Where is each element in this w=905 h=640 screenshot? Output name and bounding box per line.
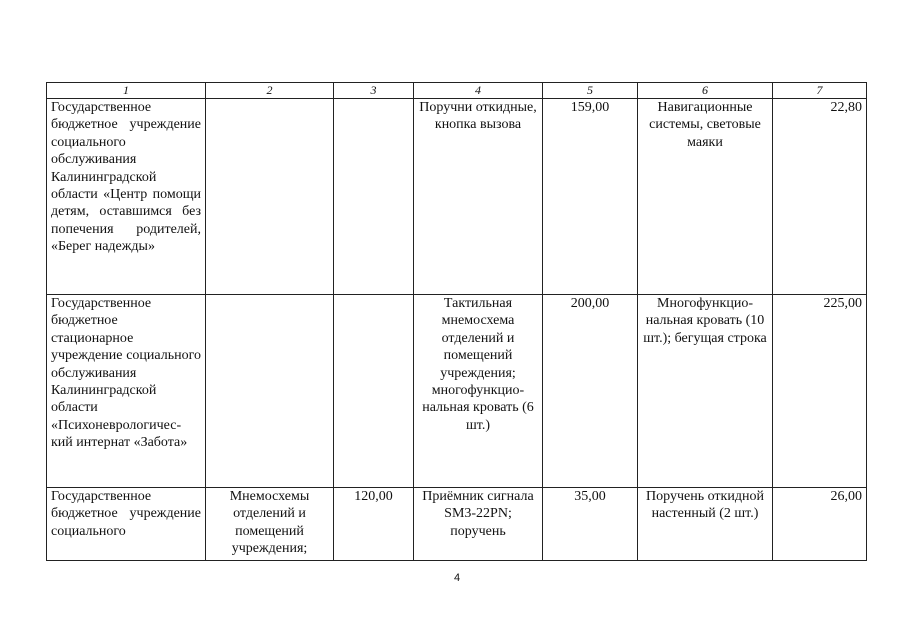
header-cell-5: 5	[543, 83, 638, 99]
amount-cell: 26,00	[773, 488, 867, 561]
measure-cell: Мнемосхемы отделений и помещений учреждения;	[206, 488, 334, 561]
header-cell-2: 2	[206, 83, 334, 99]
header-cell-3: 3	[334, 83, 414, 99]
header-cell-6: 6	[638, 83, 773, 99]
org-name-cell	[47, 488, 206, 561]
table-row	[47, 99, 867, 295]
table-row	[47, 488, 867, 561]
amount-cell: 225,00	[773, 295, 867, 488]
header-cell-4: 4	[414, 83, 543, 99]
page-number: 4	[453, 572, 461, 584]
org-name: Государственное бюджетное учреждение социального обслуживания Калининградской области «Центр помощи детям, оставшимся без попечения родителей, «Берег надежды»	[51, 100, 201, 255]
amount-cell: 35,00	[543, 488, 638, 561]
data-table	[46, 82, 867, 561]
measure-cell	[206, 99, 334, 295]
measure-cell: Приёмник сигнала SM3-22PN; поручень	[414, 488, 543, 561]
org-name-cell	[47, 99, 206, 295]
amount-cell: 200,00	[543, 295, 638, 488]
table-header-row	[47, 83, 867, 99]
amount-cell	[334, 295, 414, 488]
measure-cell: Поручень откидной настенный (2 шт.)	[638, 488, 773, 561]
amount-cell: 159,00	[543, 99, 638, 295]
table-row	[47, 295, 867, 488]
header-cell-1: 1	[47, 83, 206, 99]
measure-cell: Поручни откидные, кнопка вызова	[414, 99, 543, 295]
org-name: Государственное бюджетное учреждение социального	[51, 489, 201, 539]
measure-cell: Навигационные системы, световые маяки	[638, 99, 773, 295]
amount-cell: 22,80	[773, 99, 867, 295]
amount-cell: 120,00	[334, 488, 414, 561]
org-name-cell	[47, 295, 206, 488]
org-name: Государственное бюджетное стационарное учреждение социального обслуживания Калининградской области «Психоневрологичес-кий интернат «Забота»	[51, 296, 201, 451]
measure-cell: Тактильная мнемосхема отделений и помещений учреждения; многофункцио-нальная кровать (6 шт.)	[414, 295, 543, 488]
header-cell-7: 7	[773, 83, 867, 99]
measure-cell: Многофункцио-нальная кровать (10 шт.); бегущая строка	[638, 295, 773, 488]
measure-cell	[206, 295, 334, 488]
amount-cell	[334, 99, 414, 295]
